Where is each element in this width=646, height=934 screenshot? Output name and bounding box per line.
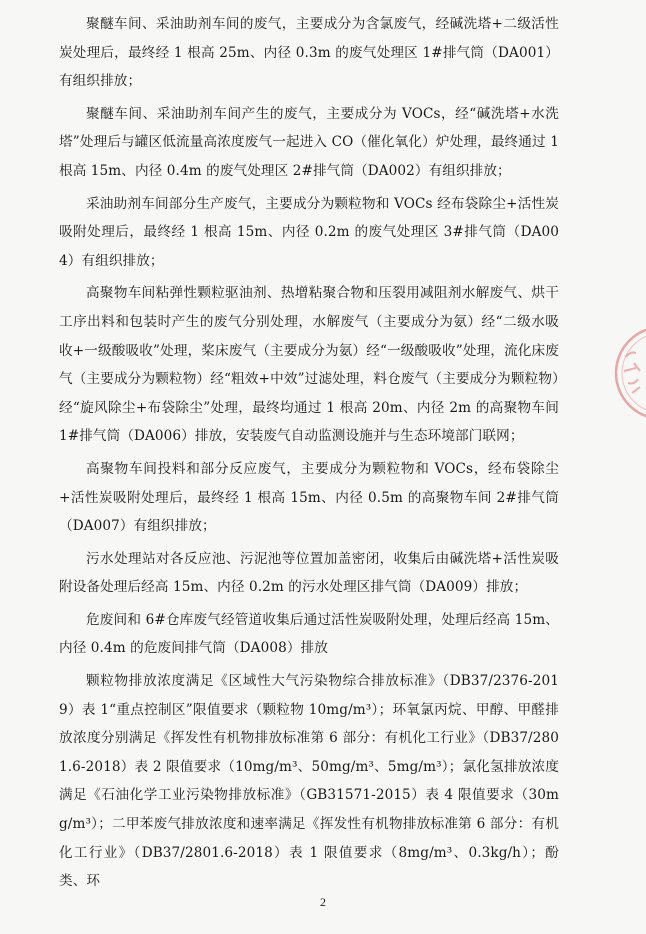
paragraph-da008: 危废间和 6#仓库废气经管道收集后通过活性炭吸附处理，处理后经高 15m、内径 0.4m 的危废间排气筒（DA008）排放 — [59, 611, 559, 657]
paragraph-da009: 污水处理站对各反应池、污泥池等位置加盖密闭，收集后由碱洗塔+活性炭吸附设备处理后经高 15m、内径 0.2m 的污水处理区排气筒（DA009）排放； — [59, 550, 559, 596]
paragraph-da004: 采油助剂车间部分生产废气，主要成分为颗粒物和 VOCs 经布袋除尘+活性炭吸附处理后，最终经 1 根高 15m、内径 0.2m 的废气处理区 3#排气筒（DA004）有组织排放； — [59, 195, 559, 269]
paragraph-da006: 高聚物车间粘弹性颗粒驱油剂、热增粘聚合物和压裂用减阻剂水解废气、烘干工序出料和包装时产生的废气分别处理，水解废气（主要成分为氨）经“二级水吸收+一级酸吸收”处理，桨床废气（主要成分为氨）经“一级酸吸收”处理，流化床废气（主要成分为颗粒物）经“粗效+中效”过滤处理，料仓废气（主要成分为颗粒物）经“旋风除尘+布袋除尘”处理，最终均通过 1 根高 20m、内径 2m 的高聚物车间 1#排气筒（DA006）排放，安装废气自动监测设施并与生态环境部门联网； — [59, 285, 559, 445]
paragraph-emission-standards: 颗粒物排放浓度满足《区域性大气污染物综合排放标准》（DB37/2376-2019）表 1“重点控制区”限值要求（颗粒物 10mg/m³）；环氧氯丙烷、甲醇、甲醛排放浓度分别满足《挥发性有机物排放标准第 6 部分：有机化工行业》（DB37/2801.6-2018）表 2 限值要求（10mg/m³、50mg/m³、5mg/m³）；氯化氢排放浓度满足《石油化学工业污染物排放标准》（GB31571-2015）表 4 限值要求（30mg/m³）；二甲苯废气排放浓度和速率满足《挥发性有机物排放标准第 6 部分：有机化工行业》（DB37/2801.6-2018）表 1 限值要求（8mg/m³、0.3kg/h）；酚类、环 — [59, 673, 559, 890]
page-number: 2 — [320, 895, 326, 909]
paragraph-da001: 聚醚车间、采油助剂车间的废气，主要成分为含氯废气，经碱洗塔+二级活性炭处理后，最终经 1 根高 25m、内径 0.3m 的废气处理区 1#排气筒（DA001）有组织排放； — [59, 16, 559, 90]
red-seal-stamp — [612, 323, 646, 423]
paragraph-da007: 高聚物车间投料和部分反应废气，主要成分为颗粒物和 VOCs，经布袋除尘+活性炭吸附处理后，最终经 1 根高 15m、内径 0.5m 的高聚物车间 2#排气筒（DA007）有组织排放； — [59, 460, 559, 535]
paragraph-da002: 聚醚车间、采油助剂车间产生的废气，主要成分为 VOCs，经“碱洗塔+水洗塔”处理后与罐区低流量高浓度废气一起进入 CO（催化氧化）炉处理，最终通过 1 根高 15m、内径 0.4m 的废气处理区 2#排气筒（DA002）有组织排放； — [59, 105, 559, 179]
document-body — [59, 10, 559, 900]
